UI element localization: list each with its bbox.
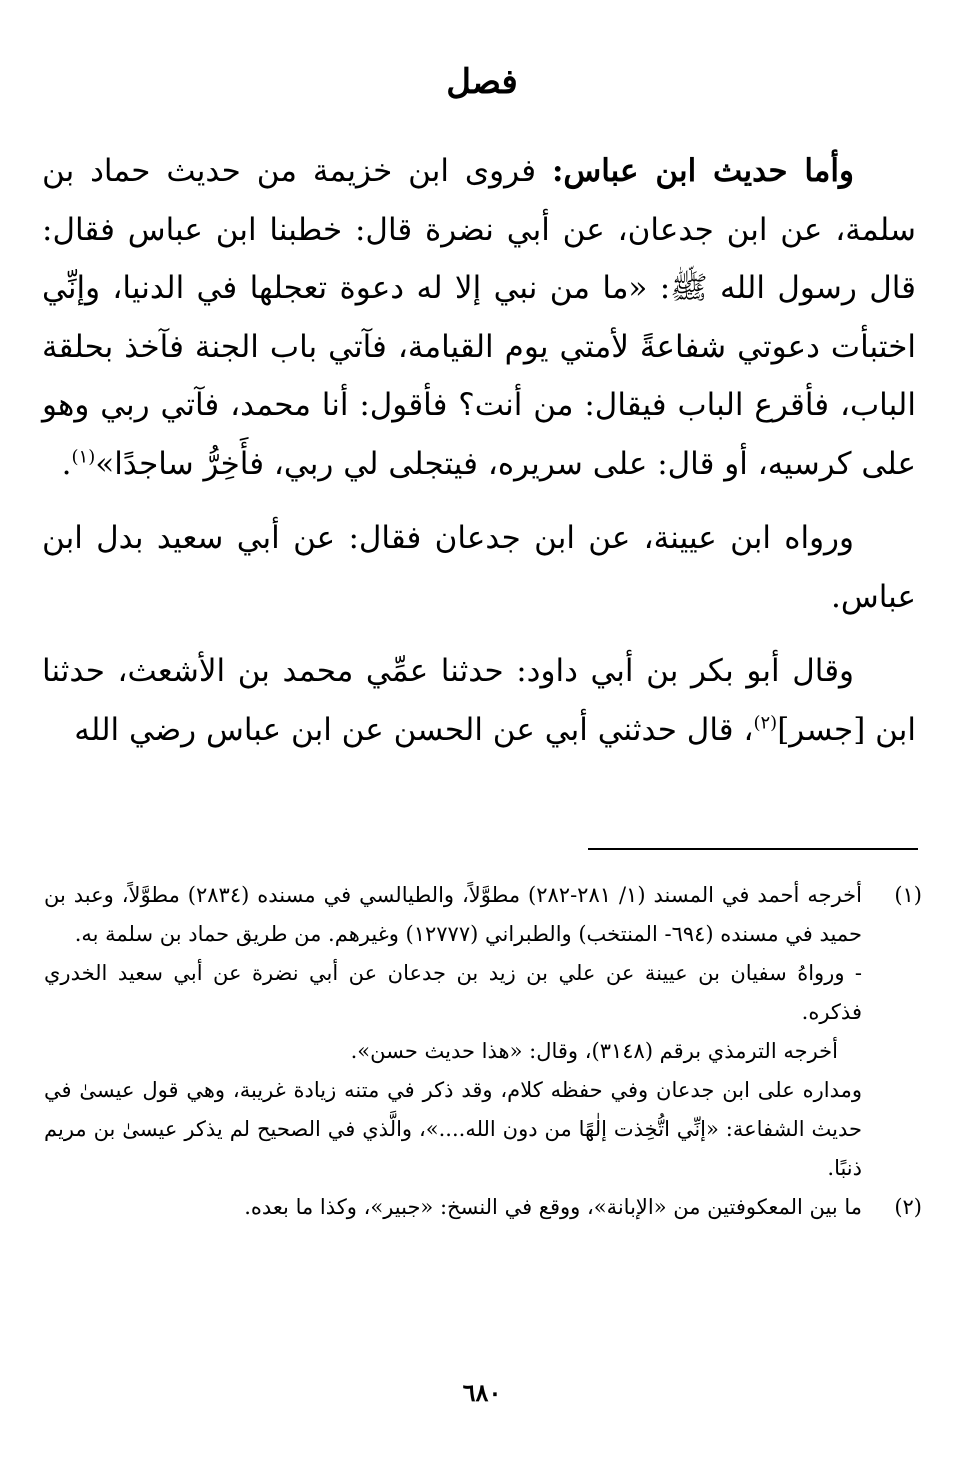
footnote	[44, 876, 922, 1188]
paragraph-text: فروى ابن خزيمة من حديث حماد بن سلمة، عن ابن جدعان، عن أبي نضرة قال: خطبنا ابن عباس فقال: قال رسول الله ﷺ: «ما من نبي إلا له دعوة تعجلها في الدنيا، وإنِّي اختبأت دعوتي شفاعةً لأمتي يوم القيامة، فآتي باب الجنة فآخذ بحلقة الباب، فأقرع الباب فيقال: من أنت؟ فأقول: أنا محمد، فآتي ربي وهو على كرسيه، أو قال: على سريره، فيتجلى لي ربي، فأَخِرُّ ساجدًا»	[42, 153, 916, 482]
footnote	[44, 1188, 922, 1227]
footnote-line: ما بين المعكوفتين من «الإبانة»، ووقع في النسخ: «جبير»، وكذا ما بعده.	[244, 1195, 862, 1219]
footnote-number: (٢)	[894, 1195, 922, 1219]
footnote-line: ومداره على ابن جدعان وفي حفظه كلام، وقد ذكر في متنه زيادة غريبة، وهي قول عيسىٰ في حديث الشفاعة: «إنِّي اتُّخِذت إلٰهًا من دون الله....»، والَّذي في الصحيح لم يذكر عيسىٰ بن مريم ذنبًا.	[44, 1078, 862, 1180]
footnote-body	[44, 876, 862, 1188]
paragraph	[42, 142, 916, 493]
footnote-ref[interactable]: (٢)	[753, 712, 778, 734]
paragraph-tail: .	[61, 445, 72, 482]
footnote-line: أخرجه أحمد في المسند (١/ ٢٨١-٢٨٢) مطوَّلاً، والطيالسي في مسنده (٢٨٣٤) مطوَّلاً، وعبد بن حميد في مسنده (٦٩٤- المنتخب) والطبراني (١٢٧٧٧) وغيرهم. من طريق حماد بن سلمة به.	[44, 883, 862, 946]
paragraph-tail: ، قال حدثني أبي عن الحسن عن ابن عباس رضي الله	[74, 711, 754, 748]
main-text	[42, 142, 916, 759]
paragraph	[42, 642, 916, 759]
paragraph	[42, 509, 916, 626]
section-title: فصل	[446, 62, 518, 102]
paragraph-text: وقال أبو بكر بن أبي داود: حدثنا عمِّي محمد بن الأشعث، حدثنا ابن [جسر]	[42, 653, 916, 748]
footnote-number: (١)	[894, 883, 922, 907]
footnote-ref[interactable]: (١)	[71, 446, 96, 468]
footnote-line: أخرجه الترمذي برقم (٣١٤٨)، وقال: «هذا حديث حسن».	[350, 1039, 838, 1063]
footnote-line: - ورواهُ سفيان بن عيينة عن علي بن زيد بن جدعان عن أبي نضرة عن أبي سعيد الخدري فذكره.	[44, 961, 862, 1024]
page-number: ٦٨٠	[462, 1378, 502, 1407]
paragraph-text: ورواه ابن عيينة، عن ابن جدعان فقال: عن أبي سعيد بدل ابن عباس.	[42, 520, 916, 615]
paragraph-lead: وأما حديث ابن عباس:	[551, 153, 855, 189]
footnotes	[44, 876, 922, 1227]
footnote-separator	[588, 848, 918, 850]
footnote-body	[44, 1188, 862, 1227]
